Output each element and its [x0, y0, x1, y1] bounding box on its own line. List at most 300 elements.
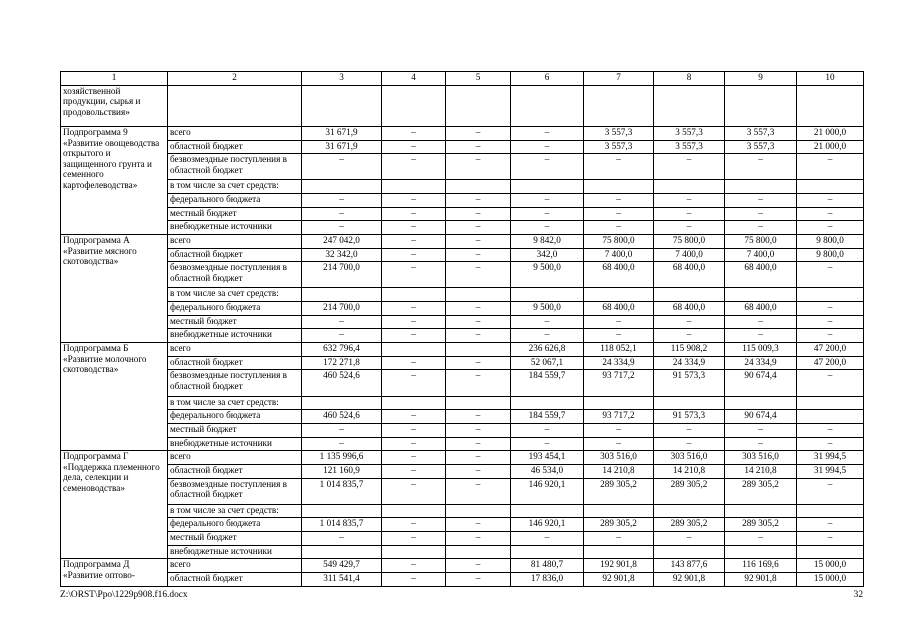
value-cell: 146 920,1	[511, 478, 584, 504]
value-cell	[584, 504, 654, 518]
value-cell: –	[446, 207, 511, 221]
value-cell	[446, 504, 511, 518]
value-cell: 9 800,0	[797, 235, 864, 249]
value-cell: 46 534,0	[511, 464, 584, 478]
value-cell: –	[382, 531, 446, 545]
value-cell: 115 009,3	[725, 343, 797, 357]
table-row	[61, 126, 864, 140]
value-cell	[654, 504, 725, 518]
funding-source-label: безвозмездные поступления в областной бюджет	[168, 262, 302, 288]
value-cell	[797, 396, 864, 410]
continuation-row	[61, 85, 864, 126]
value-cell: –	[446, 262, 511, 288]
value-cell: 90 674,4	[725, 410, 797, 424]
value-cell: 311 541,4	[302, 572, 382, 586]
funding-source-label: внебюджетные источники	[168, 329, 302, 343]
value-cell: –	[654, 437, 725, 451]
value-cell: 3 557,3	[584, 140, 654, 154]
value-cell: –	[446, 154, 511, 180]
value-cell: 143 877,6	[654, 559, 725, 573]
value-cell: 47 200,0	[797, 343, 864, 357]
value-cell: –	[797, 370, 864, 396]
funding-source-label: местный бюджет	[168, 423, 302, 437]
value-cell: –	[446, 478, 511, 504]
value-cell	[725, 545, 797, 559]
value-cell: –	[797, 194, 864, 208]
value-cell: 1 135 996,6	[302, 451, 382, 465]
value-cell	[302, 85, 382, 126]
value-cell: –	[382, 518, 446, 532]
table-row	[61, 531, 864, 545]
value-cell: –	[797, 518, 864, 532]
value-cell: –	[725, 437, 797, 451]
value-cell: 15 000,0	[797, 572, 864, 586]
value-cell: 91 573,3	[654, 410, 725, 424]
value-cell: –	[584, 531, 654, 545]
value-cell: –	[797, 531, 864, 545]
value-cell: 31 994,5	[797, 451, 864, 465]
value-cell: 460 524,6	[302, 410, 382, 424]
table-row	[61, 194, 864, 208]
funding-source-label: внебюджетные источники	[168, 221, 302, 235]
value-cell: 68 400,0	[725, 262, 797, 288]
value-cell: –	[446, 315, 511, 329]
funding-source-label: в том числе за счет средств:	[168, 504, 302, 518]
value-cell: –	[302, 194, 382, 208]
value-cell: 3 557,3	[654, 126, 725, 140]
funding-source-label: областной бюджет	[168, 572, 302, 586]
table-row	[61, 140, 864, 154]
value-cell: –	[797, 207, 864, 221]
value-cell	[725, 180, 797, 194]
value-cell: –	[725, 423, 797, 437]
subprogram-name: хозяйственной продукции, сырья и продовольствия»	[61, 85, 168, 126]
funding-source-label: всего	[168, 235, 302, 249]
value-cell: 81 480,7	[511, 559, 584, 573]
value-cell: 236 626,8	[511, 343, 584, 357]
value-cell	[654, 396, 725, 410]
value-cell: –	[446, 329, 511, 343]
value-cell: –	[511, 126, 584, 140]
table-row	[61, 518, 864, 532]
value-cell: 68 400,0	[584, 262, 654, 288]
value-cell: –	[511, 221, 584, 235]
value-cell: 92 901,8	[584, 572, 654, 586]
value-cell: 303 516,0	[654, 451, 725, 465]
value-cell: –	[654, 423, 725, 437]
table-row	[61, 248, 864, 262]
value-cell: –	[584, 423, 654, 437]
table-row	[61, 356, 864, 370]
value-cell: 9 500,0	[511, 302, 584, 316]
funding-source-label: в том числе за счет средств:	[168, 288, 302, 302]
value-cell: 93 717,2	[584, 410, 654, 424]
header-cell: 10	[797, 72, 864, 86]
value-cell: 24 334,9	[725, 356, 797, 370]
funding-source-label: федерального бюджета	[168, 410, 302, 424]
value-cell: –	[725, 315, 797, 329]
value-cell: 247 042,0	[302, 235, 382, 249]
value-cell	[654, 180, 725, 194]
value-cell	[584, 85, 654, 126]
value-cell: –	[654, 221, 725, 235]
subprogram-name: Подпрограмма Д «Развитие оптово-	[61, 559, 168, 587]
value-cell	[382, 343, 446, 357]
value-cell: 92 901,8	[725, 572, 797, 586]
value-cell: 31 671,9	[302, 126, 382, 140]
value-cell: 68 400,0	[654, 262, 725, 288]
value-cell: –	[511, 207, 584, 221]
table-row	[61, 370, 864, 396]
value-cell	[382, 180, 446, 194]
value-cell: –	[725, 207, 797, 221]
value-cell: 3 557,3	[584, 126, 654, 140]
value-cell	[797, 85, 864, 126]
value-cell: –	[446, 410, 511, 424]
value-cell: –	[382, 315, 446, 329]
value-cell	[584, 545, 654, 559]
value-cell: 91 573,3	[654, 370, 725, 396]
value-cell: 460 524,6	[302, 370, 382, 396]
value-cell: –	[446, 572, 511, 586]
value-cell: 3 557,3	[654, 140, 725, 154]
value-cell: –	[511, 437, 584, 451]
value-cell: –	[446, 302, 511, 316]
funding-source-label: федерального бюджета	[168, 194, 302, 208]
value-cell: –	[382, 410, 446, 424]
value-cell: –	[446, 451, 511, 465]
value-cell: –	[654, 154, 725, 180]
value-cell: –	[382, 559, 446, 573]
value-cell: 184 559,7	[511, 410, 584, 424]
value-cell: –	[382, 262, 446, 288]
funding-source-label: областной бюджет	[168, 140, 302, 154]
table-row	[61, 207, 864, 221]
funding-source-label: местный бюджет	[168, 315, 302, 329]
value-cell: 75 800,0	[584, 235, 654, 249]
value-cell: 15 000,0	[797, 559, 864, 573]
value-cell: 68 400,0	[654, 302, 725, 316]
value-cell: 549 429,7	[302, 559, 382, 573]
table-row	[61, 262, 864, 288]
value-cell: –	[446, 518, 511, 532]
table-row	[61, 572, 864, 586]
table-row	[61, 423, 864, 437]
value-cell: 47 200,0	[797, 356, 864, 370]
funding-source-label: внебюджетные источники	[168, 437, 302, 451]
value-cell: –	[302, 207, 382, 221]
table-row	[61, 302, 864, 316]
value-cell: 303 516,0	[725, 451, 797, 465]
value-cell: 289 305,2	[725, 478, 797, 504]
value-cell: –	[725, 329, 797, 343]
value-cell: –	[446, 370, 511, 396]
value-cell	[302, 288, 382, 302]
funding-source-label: всего	[168, 126, 302, 140]
value-cell: 1 014 835,7	[302, 518, 382, 532]
value-cell: 9 842,0	[511, 235, 584, 249]
value-cell: –	[797, 478, 864, 504]
value-cell: –	[382, 126, 446, 140]
value-cell: 303 516,0	[584, 451, 654, 465]
value-cell: –	[584, 437, 654, 451]
value-cell: –	[382, 572, 446, 586]
value-cell: –	[446, 248, 511, 262]
value-cell: –	[584, 315, 654, 329]
value-cell: 9 500,0	[511, 262, 584, 288]
header-cell: 6	[511, 72, 584, 86]
value-cell: 172 271,8	[302, 356, 382, 370]
value-cell	[446, 288, 511, 302]
value-cell	[446, 396, 511, 410]
value-cell: 1 014 835,7	[302, 478, 382, 504]
header-cell: 5	[446, 72, 511, 86]
value-cell	[797, 545, 864, 559]
header-row	[61, 72, 864, 86]
value-cell: –	[725, 194, 797, 208]
table-row	[61, 180, 864, 194]
value-cell: 184 559,7	[511, 370, 584, 396]
header-cell: 7	[584, 72, 654, 86]
value-cell: –	[446, 423, 511, 437]
value-cell: –	[797, 302, 864, 316]
value-cell: 3 557,3	[725, 140, 797, 154]
value-cell: –	[797, 154, 864, 180]
value-cell	[725, 85, 797, 126]
value-cell	[797, 180, 864, 194]
value-cell: –	[302, 531, 382, 545]
value-cell: –	[511, 315, 584, 329]
value-cell	[382, 85, 446, 126]
value-cell	[382, 545, 446, 559]
value-cell: –	[725, 221, 797, 235]
value-cell: 14 210,8	[725, 464, 797, 478]
funding-source-label: местный бюджет	[168, 531, 302, 545]
value-cell	[511, 545, 584, 559]
value-cell	[654, 85, 725, 126]
funding-source-label: областной бюджет	[168, 248, 302, 262]
value-cell	[797, 410, 864, 424]
value-cell: 121 160,9	[302, 464, 382, 478]
value-cell: –	[382, 221, 446, 235]
value-cell: 32 342,0	[302, 248, 382, 262]
funding-source-label: безвозмездные поступления в областной бюджет	[168, 154, 302, 180]
value-cell	[584, 396, 654, 410]
value-cell: 90 674,4	[725, 370, 797, 396]
value-cell: 92 901,8	[654, 572, 725, 586]
value-cell	[382, 504, 446, 518]
value-cell: –	[446, 126, 511, 140]
table-row	[61, 437, 864, 451]
value-cell	[584, 180, 654, 194]
table-row	[61, 410, 864, 424]
header-cell: 1	[61, 72, 168, 86]
value-cell: 7 400,0	[725, 248, 797, 262]
funding-source-label: всего	[168, 451, 302, 465]
value-cell	[302, 396, 382, 410]
value-cell: 21 000,0	[797, 126, 864, 140]
value-cell: –	[382, 248, 446, 262]
value-cell: –	[446, 221, 511, 235]
value-cell: –	[382, 370, 446, 396]
table-row	[61, 559, 864, 573]
value-cell: 14 210,8	[654, 464, 725, 478]
value-cell	[725, 396, 797, 410]
funding-source-label: безвозмездные поступления в областной бюджет	[168, 370, 302, 396]
table-row	[61, 464, 864, 478]
value-cell	[725, 504, 797, 518]
table-row	[61, 478, 864, 504]
value-cell: 193 454,1	[511, 451, 584, 465]
value-cell: –	[511, 194, 584, 208]
value-cell	[511, 504, 584, 518]
value-cell: –	[797, 329, 864, 343]
value-cell	[382, 396, 446, 410]
value-cell: –	[302, 154, 382, 180]
table-row	[61, 315, 864, 329]
value-cell: 24 334,9	[584, 356, 654, 370]
value-cell	[797, 288, 864, 302]
value-cell: –	[302, 423, 382, 437]
value-cell: –	[446, 464, 511, 478]
value-cell: –	[446, 140, 511, 154]
value-cell: –	[382, 140, 446, 154]
value-cell	[797, 504, 864, 518]
value-cell: –	[797, 315, 864, 329]
value-cell	[446, 180, 511, 194]
subprogram-name: Подпрограмма А «Развитие мясного скотоводства»	[61, 235, 168, 343]
value-cell: –	[382, 302, 446, 316]
subprogram-name: Подпрограмма Б «Развитие молочного скотоводства»	[61, 343, 168, 451]
value-cell	[511, 396, 584, 410]
value-cell: –	[584, 194, 654, 208]
value-cell: 9 800,0	[797, 248, 864, 262]
subprogram-name: Подпрограмма Г «Поддержка племенного дела, селекции и семеноводства»	[61, 451, 168, 559]
value-cell: 289 305,2	[654, 518, 725, 532]
funding-source-label: местный бюджет	[168, 207, 302, 221]
value-cell: 17 836,0	[511, 572, 584, 586]
value-cell	[654, 545, 725, 559]
value-cell: 75 800,0	[654, 235, 725, 249]
value-cell: –	[446, 437, 511, 451]
funding-source-label: федерального бюджета	[168, 302, 302, 316]
value-cell: –	[446, 194, 511, 208]
value-cell: –	[511, 423, 584, 437]
value-cell: 116 169,6	[725, 559, 797, 573]
value-cell	[446, 343, 511, 357]
value-cell	[302, 504, 382, 518]
value-cell	[302, 545, 382, 559]
value-cell: 7 400,0	[584, 248, 654, 262]
header-cell: 8	[654, 72, 725, 86]
value-cell	[584, 288, 654, 302]
table-row	[61, 288, 864, 302]
value-cell: 118 052,1	[584, 343, 654, 357]
funding-source-label: всего	[168, 559, 302, 573]
value-cell: 31 994,5	[797, 464, 864, 478]
header-cell: 2	[168, 72, 302, 86]
value-cell: –	[382, 464, 446, 478]
value-cell: 214 700,0	[302, 302, 382, 316]
table-row	[61, 545, 864, 559]
budget-table	[60, 71, 864, 587]
table-row	[61, 396, 864, 410]
subprogram-name: Подпрограмма 9 «Развитие овощеводства открытого и защищенного грунта и семенного картофелеводства»	[61, 126, 168, 234]
value-cell: 289 305,2	[725, 518, 797, 532]
page-number: 32	[853, 590, 863, 600]
funding-source-label: внебюджетные источники	[168, 545, 302, 559]
value-cell: 289 305,2	[584, 478, 654, 504]
value-cell: –	[511, 140, 584, 154]
value-cell: –	[302, 315, 382, 329]
footer-file-path: Z:\ORST\Ppo\1229p908.f16.docx	[60, 590, 188, 600]
value-cell: 52 067,1	[511, 356, 584, 370]
funding-source-label: областной бюджет	[168, 356, 302, 370]
value-cell: 21 000,0	[797, 140, 864, 154]
value-cell: –	[511, 531, 584, 545]
value-cell: –	[654, 207, 725, 221]
value-cell: 3 557,3	[725, 126, 797, 140]
value-cell: –	[446, 531, 511, 545]
value-cell: 342,0	[511, 248, 584, 262]
table-row	[61, 343, 864, 357]
value-cell: –	[446, 356, 511, 370]
value-cell: –	[584, 154, 654, 180]
value-cell: 68 400,0	[584, 302, 654, 316]
funding-source-label: в том числе за счет средств:	[168, 396, 302, 410]
value-cell: –	[654, 329, 725, 343]
value-cell: 14 210,8	[584, 464, 654, 478]
value-cell: 289 305,2	[584, 518, 654, 532]
value-cell: 93 717,2	[584, 370, 654, 396]
value-cell: –	[382, 207, 446, 221]
value-cell: –	[302, 329, 382, 343]
value-cell	[654, 288, 725, 302]
value-cell: 214 700,0	[302, 262, 382, 288]
value-cell: 31 671,9	[302, 140, 382, 154]
value-cell: –	[511, 329, 584, 343]
value-cell	[511, 288, 584, 302]
value-cell: –	[797, 423, 864, 437]
value-cell	[446, 85, 511, 126]
value-cell: –	[382, 329, 446, 343]
value-cell: –	[654, 194, 725, 208]
table-body	[61, 72, 864, 587]
header-cell: 3	[302, 72, 382, 86]
value-cell: –	[797, 262, 864, 288]
value-cell: –	[382, 451, 446, 465]
table-row	[61, 235, 864, 249]
value-cell: 146 920,1	[511, 518, 584, 532]
value-cell: 68 400,0	[725, 302, 797, 316]
value-cell: 289 305,2	[654, 478, 725, 504]
header-cell: 4	[382, 72, 446, 86]
value-cell	[382, 288, 446, 302]
funding-source-label: всего	[168, 343, 302, 357]
value-cell: –	[446, 559, 511, 573]
value-cell: –	[584, 207, 654, 221]
table-row	[61, 154, 864, 180]
value-cell	[511, 180, 584, 194]
funding-source-label: безвозмездные поступления в областной бюджет	[168, 478, 302, 504]
value-cell: –	[511, 154, 584, 180]
value-cell: –	[382, 154, 446, 180]
value-cell	[302, 180, 382, 194]
value-cell	[168, 85, 302, 126]
value-cell: –	[584, 329, 654, 343]
value-cell: –	[382, 478, 446, 504]
value-cell: 632 796,4	[302, 343, 382, 357]
